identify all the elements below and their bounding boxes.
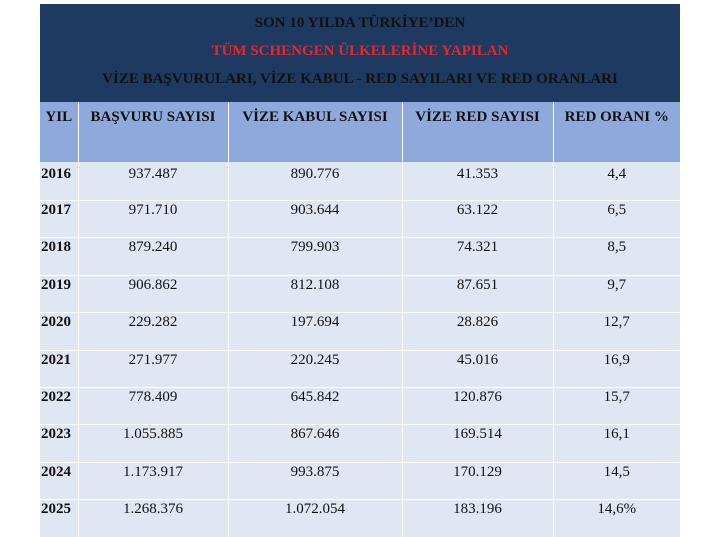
rejected-cell: 120.876	[402, 387, 553, 424]
accepted-cell: 890.776	[228, 162, 402, 201]
header-row	[40, 102, 680, 162]
column-header-year: YIL	[40, 102, 78, 162]
accepted-cell: 799.903	[228, 238, 402, 275]
table-body	[40, 162, 680, 537]
column-header-rejected: VİZE RED SAYISI	[402, 102, 553, 162]
applications-cell: 229.282	[78, 313, 228, 350]
accepted-cell: 197.694	[228, 313, 402, 350]
rejection-rate-cell: 12,7	[553, 313, 680, 350]
applications-cell: 1.173.917	[78, 462, 228, 499]
rejected-cell: 87.651	[402, 275, 553, 312]
table-row	[40, 201, 680, 238]
rejected-cell: 170.129	[402, 462, 553, 499]
table-row	[40, 238, 680, 275]
accepted-cell: 812.108	[228, 275, 402, 312]
year-cell: 2024	[40, 462, 78, 499]
rejected-cell: 41.353	[402, 162, 553, 201]
title-line-1: SON 10 YILDA TÜRKİYE’DEN	[254, 15, 466, 31]
year-cell: 2018	[40, 238, 78, 275]
applications-cell: 1.268.376	[78, 500, 228, 537]
table-row	[40, 313, 680, 350]
accepted-cell: 993.875	[228, 462, 402, 499]
table-row	[40, 162, 680, 201]
applications-cell: 778.409	[78, 387, 228, 424]
applications-cell: 1.055.885	[78, 425, 228, 462]
column-header-rejection-rate: RED ORANI %	[553, 102, 680, 162]
year-cell: 2020	[40, 313, 78, 350]
year-cell: 2017	[40, 201, 78, 238]
table-row	[40, 350, 680, 387]
rejection-rate-cell: 15,7	[553, 387, 680, 424]
accepted-cell: 220.245	[228, 350, 402, 387]
accepted-cell: 645.842	[228, 387, 402, 424]
rejection-rate-cell: 9,7	[553, 275, 680, 312]
applications-cell: 906.862	[78, 275, 228, 312]
table-row	[40, 387, 680, 424]
table-title-block	[40, 4, 680, 102]
table-row	[40, 275, 680, 312]
rejected-cell: 63.122	[402, 201, 553, 238]
rejection-rate-cell: 4,4	[607, 166, 627, 182]
rejected-cell: 28.826	[402, 313, 553, 350]
applications-cell: 937.487	[78, 162, 228, 201]
rejection-rate-cell: 14,5	[553, 462, 680, 499]
accepted-cell: 903.644	[228, 201, 402, 238]
table-row	[40, 425, 680, 462]
table-row	[40, 500, 680, 537]
table-header	[40, 102, 680, 162]
column-header-applications: BAŞVURU SAYISI	[78, 102, 228, 162]
data-table	[40, 102, 680, 537]
title-line-3: VİZE BAŞVURULARI, VİZE KABUL - RED SAYILARI VE RED ORANLARI	[102, 71, 618, 87]
year-cell: 2023	[40, 425, 78, 462]
column-header-accepted: VİZE KABUL SAYISI	[228, 102, 402, 162]
accepted-cell: 1.072.054	[228, 500, 402, 537]
rejection-rate-cell: 8,5	[553, 238, 680, 275]
rejected-cell: 74.321	[402, 238, 553, 275]
title-line-2: TÜM SCHENGEN ÜLKELERİNE YAPILAN	[211, 43, 509, 59]
table-row	[40, 462, 680, 499]
applications-cell: 971.710	[78, 201, 228, 238]
rejection-rate-cell: 16,1	[553, 425, 680, 462]
rejection-rate-cell: 6,5	[553, 201, 680, 238]
visa-statistics-table	[40, 4, 680, 537]
rejected-cell: 183.196	[402, 500, 553, 537]
year-cell: 2022	[40, 387, 78, 424]
rejection-rate-cell: 16,9	[553, 350, 680, 387]
year-cell: 2025	[40, 500, 78, 537]
year-cell: 2021	[40, 350, 78, 387]
rejection-rate-cell: 14,6%	[553, 500, 680, 537]
applications-cell: 271.977	[78, 350, 228, 387]
rejected-cell: 45.016	[402, 350, 553, 387]
year-cell: 2016	[40, 162, 78, 201]
year-cell: 2019	[40, 275, 78, 312]
accepted-cell: 867.646	[228, 425, 402, 462]
rejected-cell: 169.514	[402, 425, 553, 462]
applications-cell: 879.240	[78, 238, 228, 275]
